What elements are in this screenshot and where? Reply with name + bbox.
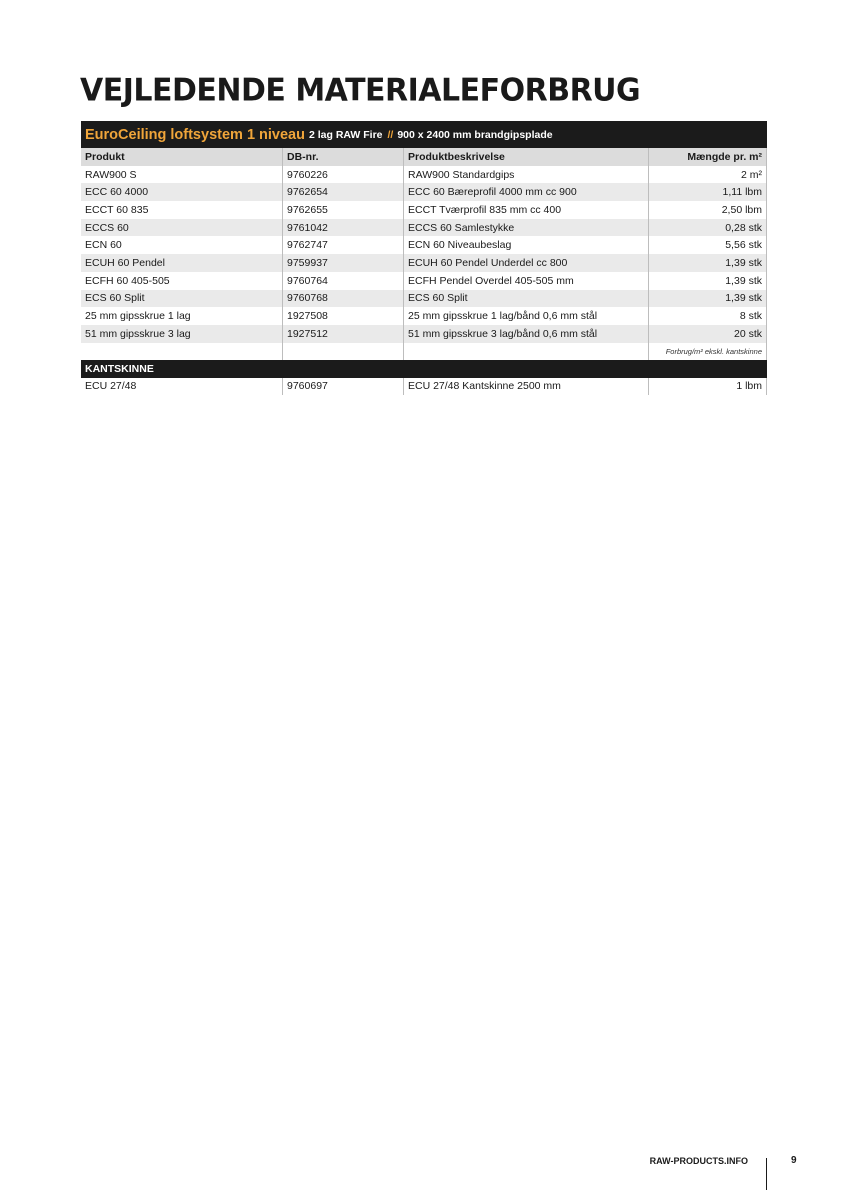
table-row (81, 166, 767, 184)
header-quantity: Mængde pr. m² (649, 148, 767, 166)
cell-product: 25 mm gipsskrue 1 lag (81, 307, 283, 325)
cell-product: ECCT 60 835 (81, 201, 283, 219)
cell-description: 25 mm gipsskrue 1 lag/bånd 0,6 mm stål (404, 307, 649, 325)
cell-quantity: 1,39 stk (649, 290, 767, 308)
cell-product: ECC 60 4000 (81, 183, 283, 201)
table-row (81, 254, 767, 272)
cell-db-nr: 9761042 (283, 219, 404, 237)
footnote: Forbrug/m² ekskl. kantskinne (649, 343, 767, 360)
cell-db-nr: 9762747 (283, 236, 404, 254)
footer-divider (766, 1158, 767, 1190)
table-row (81, 183, 767, 201)
system-name: EuroCeiling loftsystem 1 niveau (85, 126, 305, 143)
table-row (81, 272, 767, 290)
header-db-nr: DB-nr. (283, 148, 404, 166)
cell-quantity: 2,50 lbm (649, 201, 767, 219)
cell-db-nr: 9762655 (283, 201, 404, 219)
section-body (81, 378, 767, 396)
cell-quantity: 0,28 stk (649, 219, 767, 237)
cell-description: ECCS 60 Samlestykke (404, 219, 649, 237)
cell-product: ECUH 60 Pendel (81, 254, 283, 272)
cell-product: ECU 27/48 (81, 378, 283, 396)
header-description: Produktbeskrivelse (404, 148, 649, 166)
cell-description: ECCT Tværprofil 835 mm cc 400 (404, 201, 649, 219)
cell-quantity: 1,11 lbm (649, 183, 767, 201)
cell-product: 51 mm gipsskrue 3 lag (81, 325, 283, 343)
table-row (81, 325, 767, 343)
section-title-kantskinne: KANTSKINNE (81, 360, 767, 378)
footnote-row (81, 343, 767, 360)
cell-product: ECS 60 Split (81, 290, 283, 308)
cell-product: ECN 60 (81, 236, 283, 254)
cell-quantity: 1,39 stk (649, 272, 767, 290)
table-row (81, 290, 767, 308)
cell-quantity: 20 stk (649, 325, 767, 343)
material-table (81, 121, 767, 395)
cell-db-nr: 9762654 (283, 183, 404, 201)
cell-description: ECFH Pendel Overdel 405-505 mm (404, 272, 649, 290)
table-title-bar (81, 121, 767, 148)
cell-description: ECN 60 Niveaubeslag (404, 236, 649, 254)
cell-description: RAW900 Standardgips (404, 166, 649, 184)
cell-db-nr: 9759937 (283, 254, 404, 272)
table-row (81, 378, 767, 396)
cell-quantity: 1,39 stk (649, 254, 767, 272)
table-body (81, 166, 767, 343)
cell-db-nr: 1927508 (283, 307, 404, 325)
board-spec: 900 x 2400 mm brandgipsplade (397, 128, 553, 141)
footnote-empty-cell (404, 343, 649, 360)
cell-quantity: 8 stk (649, 307, 767, 325)
header-product: Produkt (81, 148, 283, 166)
table-row (81, 201, 767, 219)
system-spec: 2 lag RAW Fire (308, 128, 383, 141)
cell-db-nr: 9760768 (283, 290, 404, 308)
table-header-row (81, 148, 767, 166)
cell-description: ECU 27/48 Kantskinne 2500 mm (404, 378, 649, 396)
cell-description: 51 mm gipsskrue 3 lag/bånd 0,6 mm stål (404, 325, 649, 343)
cell-description: ECS 60 Split (404, 290, 649, 308)
table-row (81, 307, 767, 325)
cell-quantity: 5,56 stk (649, 236, 767, 254)
footnote-empty-cell (283, 343, 404, 360)
footnote-empty-cell (81, 343, 283, 360)
cell-quantity: 1 lbm (649, 378, 767, 396)
cell-description: ECUH 60 Pendel Underdel cc 800 (404, 254, 649, 272)
cell-product: ECFH 60 405-505 (81, 272, 283, 290)
spec-separator: // (387, 128, 394, 141)
cell-description: ECC 60 Bæreprofil 4000 mm cc 900 (404, 183, 649, 201)
cell-quantity: 2 m² (649, 166, 767, 184)
table-row (81, 236, 767, 254)
cell-product: RAW900 S (81, 166, 283, 184)
cell-db-nr: 9760764 (283, 272, 404, 290)
table-row (81, 219, 767, 237)
cell-product: ECCS 60 (81, 219, 283, 237)
page-title: VEJLEDENDE MATERIALEFORBRUG (80, 72, 641, 109)
page-number: 9 (791, 1155, 797, 1166)
cell-db-nr: 9760697 (283, 378, 404, 396)
cell-db-nr: 1927512 (283, 325, 404, 343)
footer-url: RAW-PRODUCTS.INFO (649, 1156, 748, 1166)
cell-db-nr: 9760226 (283, 166, 404, 184)
